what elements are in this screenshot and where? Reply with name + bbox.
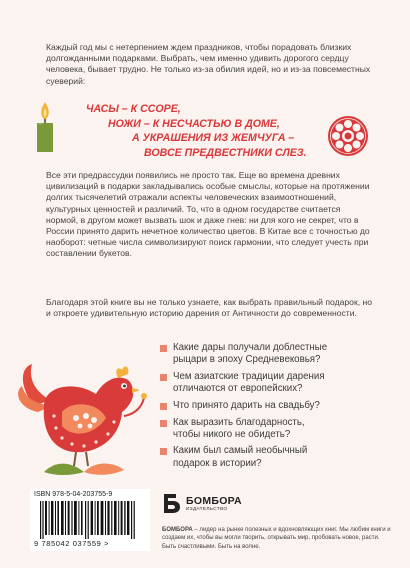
history-paragraph: Все эти предрассудки появились не просто так. Еще во времена древних цивилизаций в подарки закладывались особые смыслы, которые на протяжении долгих тысячелетий отражали аспекты человеческих взаимоотношений, культурных ценностей и различий. То, что в одном государстве считается нормой, в другом может вызвать шок и даже гнев: ни для кого не секрет, что в России принято дарить нечетное количество цветов. В Китае все с точностью до наоборот: четные числа символизируют поиск гармонии, что следует учесть при составлении букетов. bbox=[46, 170, 370, 259]
publisher-subtitle: ИЗДАТЕЛЬСТВО bbox=[186, 507, 228, 512]
superstition-quote bbox=[86, 102, 318, 160]
question-text: Какие дары получали доблестные рыцари в эпоху Средневековья? bbox=[173, 342, 328, 366]
bullet-icon bbox=[160, 374, 167, 381]
question-text: Каким был самый необычный подарок в истории? bbox=[173, 445, 308, 469]
publisher-name: БОМБОРА bbox=[186, 495, 242, 507]
bullet-icon bbox=[160, 420, 167, 427]
list-item bbox=[160, 417, 327, 441]
quote-line: А УКРАШЕНИЯ ИЗ ЖЕМЧУГА – bbox=[132, 132, 295, 145]
question-text: Что принято дарить на свадьбу? bbox=[173, 399, 320, 411]
folk-bird-illustration bbox=[14, 346, 154, 478]
isbn-label: ISBN 978-5-04-203755-9 bbox=[34, 491, 113, 498]
summary-paragraph: Благодаря этой книге вы не только узнаете, как выбрать правильный подарок, но и откроете удивительную историю дарения от Античности до современности. bbox=[46, 297, 372, 319]
bullet-icon bbox=[160, 345, 167, 352]
quote-line: ЧАСЫ – К ССОРЕ, bbox=[86, 103, 181, 115]
ornament-flower-icon bbox=[326, 114, 370, 158]
candle-icon bbox=[30, 100, 60, 152]
publisher-desc-brand: БОМБОРА bbox=[162, 527, 193, 533]
list-item bbox=[160, 342, 327, 366]
bombora-logo-icon bbox=[162, 492, 182, 514]
questions-list bbox=[160, 342, 327, 474]
list-item bbox=[160, 445, 327, 469]
list-item bbox=[160, 371, 327, 395]
publisher-desc-text: – лидер на рынке полезных и вдохновляющих книг. Мы любим книги и создаем их, чтобы вы могли творить, открывать мир, пробовать новое, расти. Быть счастливыми. Быть на волне. bbox=[162, 527, 391, 550]
publisher-logo bbox=[162, 492, 242, 519]
publisher-description bbox=[162, 526, 392, 551]
intro-paragraph: Каждый год мы с нетерпением ждем праздников, чтобы порадовать близких долгожданными подарками. Выбрать, чем именно удивить дорогого сердцу человека, бывает трудно. Не только из-за обилия идей, но и из-за повсеместных суеверий: bbox=[46, 42, 371, 86]
bullet-icon bbox=[160, 448, 167, 455]
question-text: Чем азиатские традиции дарения отличаются от европейских? bbox=[173, 370, 325, 395]
quote-line: НОЖИ – К НЕСЧАСТЬЮ В ДОМЕ, bbox=[108, 117, 280, 130]
quote-line: ВОВСЕ ПРЕДВЕСТНИКИ СЛЕЗ. bbox=[144, 146, 307, 159]
question-text: Как выразить благодарность, чтобы никого не обидеть? bbox=[173, 416, 305, 440]
barcode-icon bbox=[40, 501, 140, 539]
bullet-icon bbox=[160, 403, 167, 410]
list-item bbox=[160, 400, 327, 412]
isbn-barcode-block bbox=[30, 489, 150, 551]
barcode-digits: 9 785042 037559 > bbox=[34, 539, 110, 548]
